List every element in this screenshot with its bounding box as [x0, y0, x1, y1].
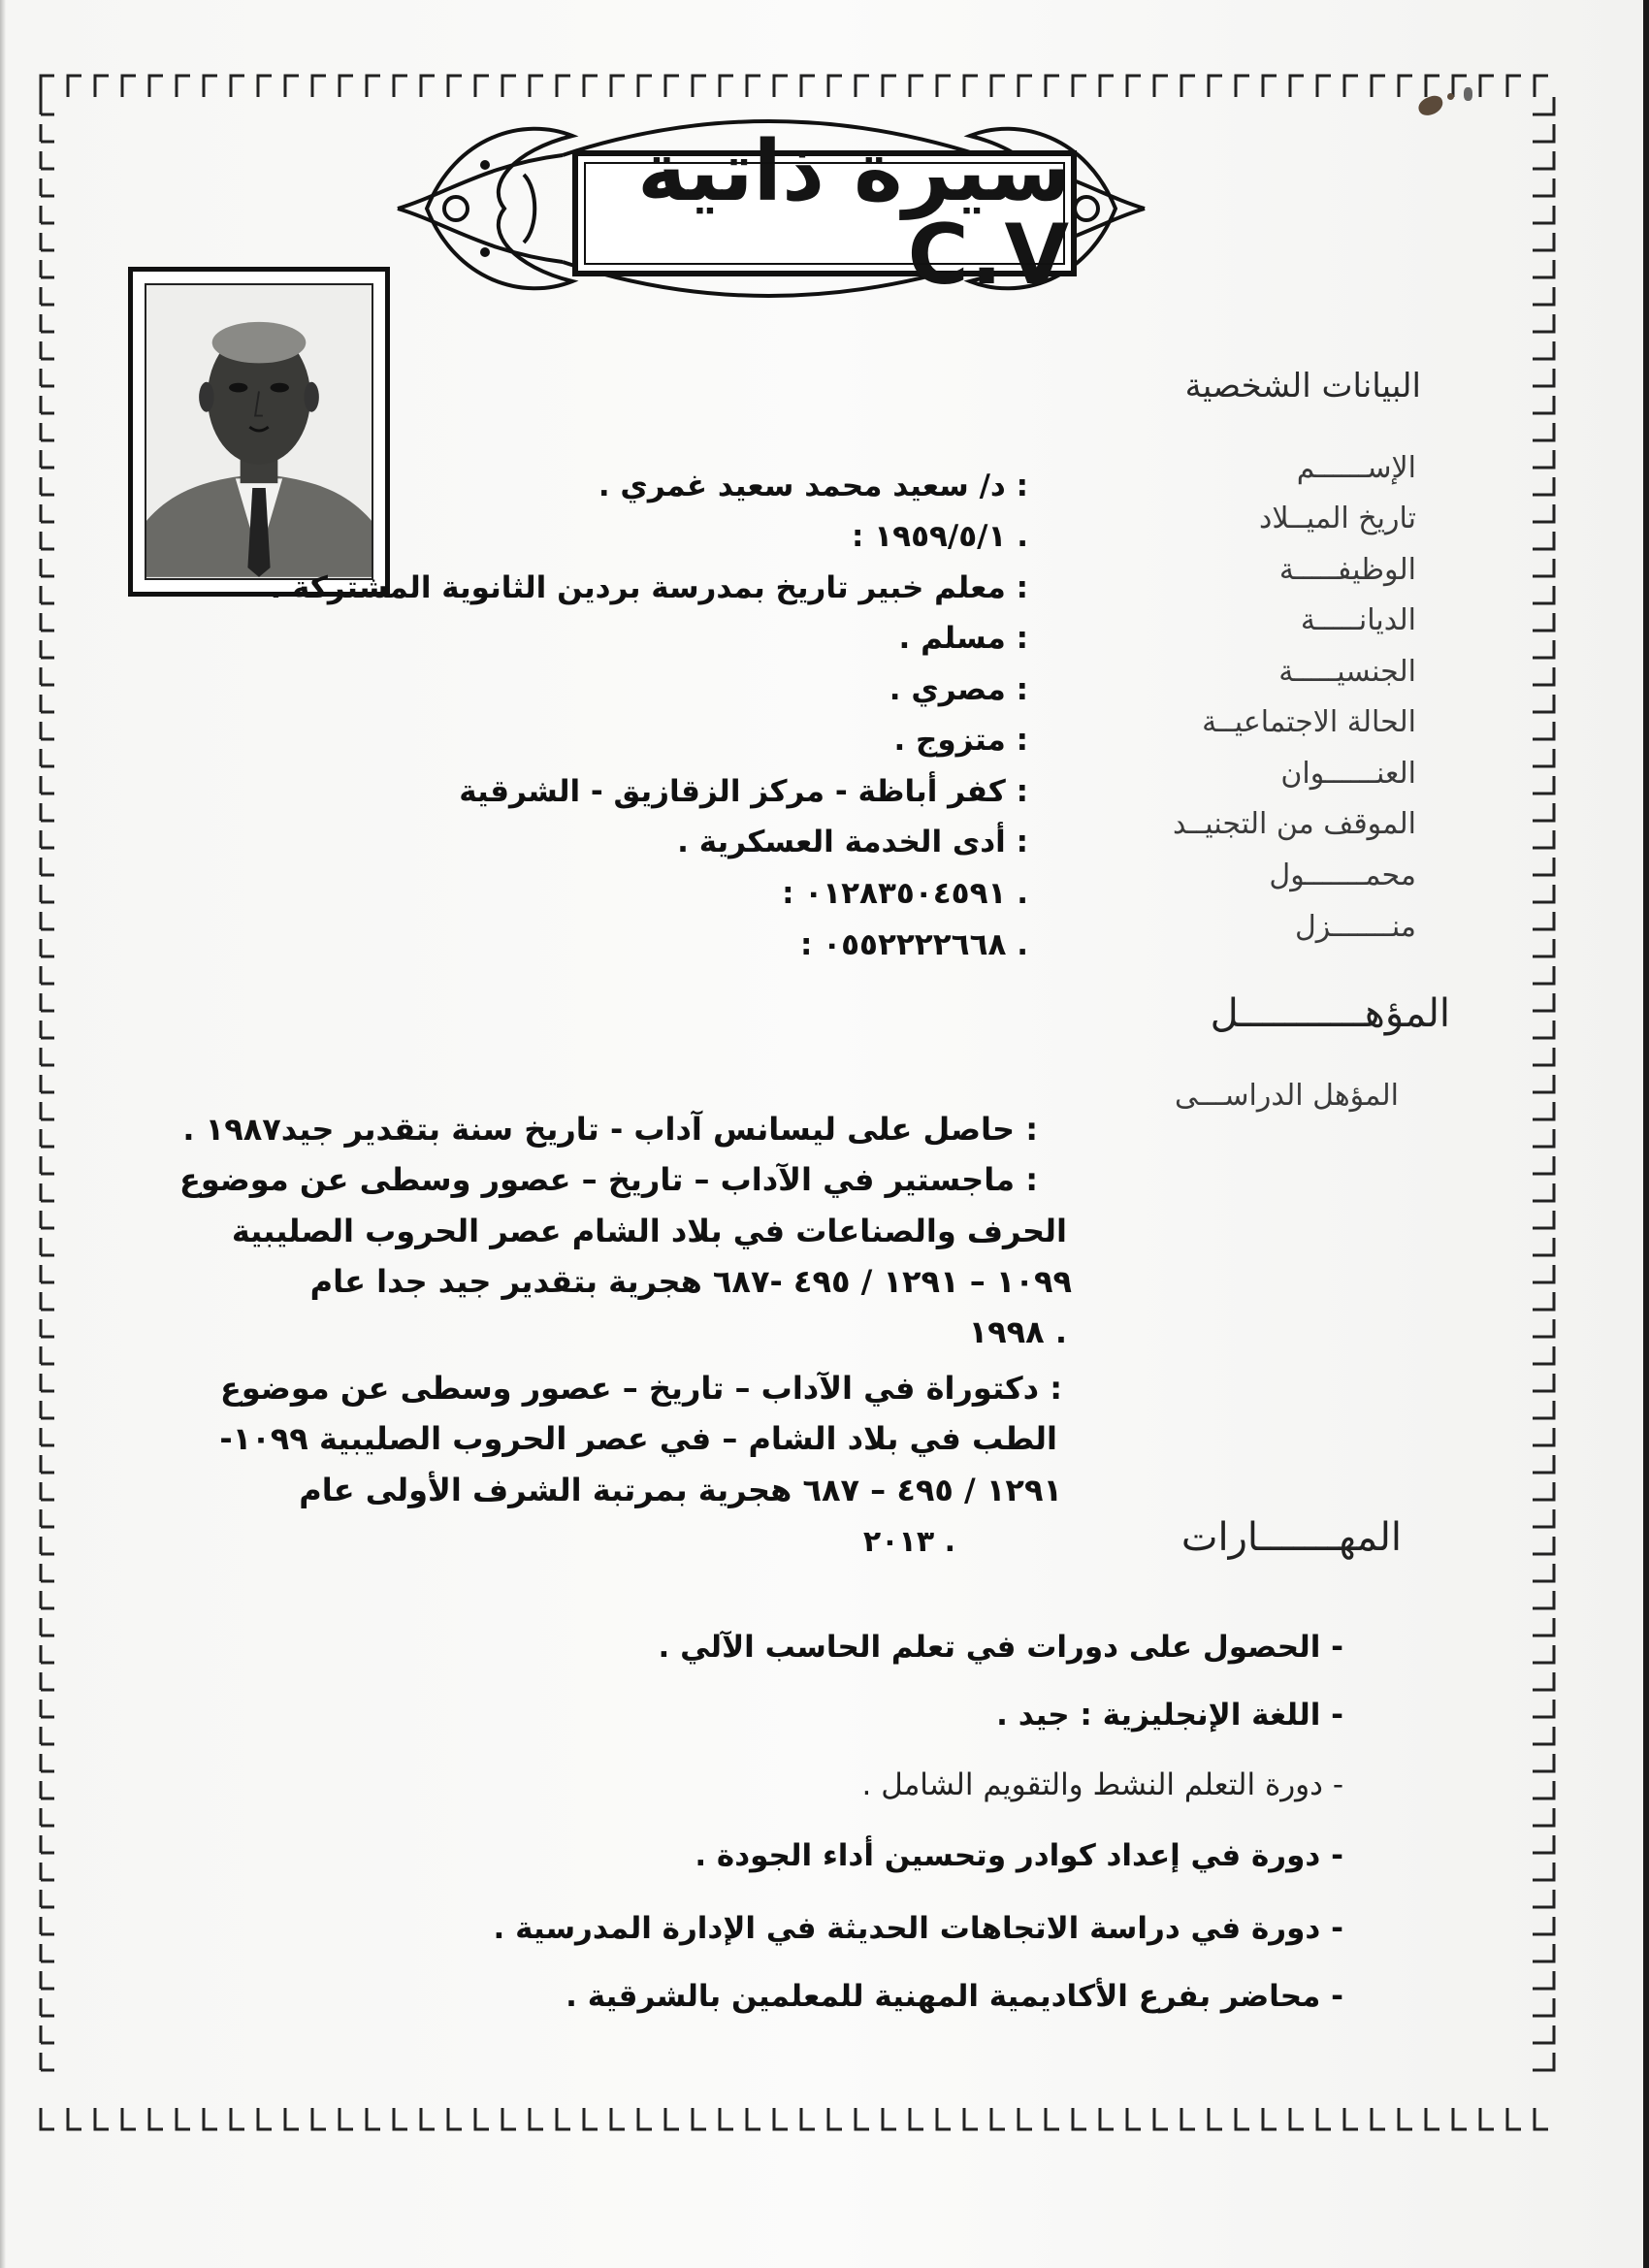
field-label: الجنسيـــــة: [1278, 655, 1416, 689]
portrait-icon: [146, 285, 372, 578]
qualification-line: : حاصل على ليسانس آداب - تاريخ سنة بتقدير جيد١٩٨٧ .: [182, 1111, 1038, 1148]
field-value: : كفر أباظة - مركز الزقازيق - الشرقية: [459, 774, 1028, 809]
field-label: الديانـــــة: [1300, 603, 1416, 637]
ink-spot: [1447, 93, 1454, 100]
qualification-line: ١٢٩١ / ٤٩٥ – ٦٨٧ هجرية بمرتبة الشرف الأولى عام: [299, 1472, 1062, 1508]
field-label: الوظيفـــــة: [1278, 553, 1416, 587]
qualification-line: الطب في بلاد الشام – في عصر الحروب الصليبية ١٠٩٩-: [219, 1420, 1057, 1457]
page-title: سيرة ذاتية C.V: [636, 123, 1071, 304]
profile-photo-frame: [128, 267, 390, 597]
field-label: الحالة الاجتماعيــة: [1202, 705, 1416, 739]
qualification-label: المؤهل الدراســـى: [1175, 1079, 1399, 1113]
skill-item: - الحصول على دورات في تعلم الحاسب الآلي .: [658, 1630, 1343, 1665]
field-value: : ١٩٥٩/٥/١ .: [852, 519, 1028, 554]
skill-item: - دورة في إعداد كوادر وتحسين أداء الجودة .: [695, 1838, 1343, 1873]
skill-item: - محاضر بفرع الأكاديمية المهنية للمعلمين بالشرقية .: [566, 1979, 1343, 2014]
title-box: [572, 123, 1077, 304]
skill-item: - دورة التعلم النشط والتقويم الشامل .: [861, 1767, 1343, 1802]
field-value: : ٠٥٥٢٢٢٢٦٦٨ .: [800, 927, 1028, 962]
field-label: محمـــــــول: [1269, 859, 1416, 892]
field-label: تاريخ الميــلاد: [1259, 502, 1416, 535]
field-value: : ٠١٢٨٣٥٠٤٥٩١ .: [782, 876, 1028, 911]
qualification-line: ١٩٩٨ .: [968, 1313, 1067, 1350]
ink-spot: [1464, 87, 1472, 101]
skills-section-title: المهـــــــارات: [1180, 1515, 1402, 1560]
field-label: الموقف من التجنيــد: [1172, 807, 1416, 841]
field-value: : د/ سعيد محمد سعيد غمري .: [598, 469, 1028, 503]
field-value: : مسلم .: [898, 621, 1028, 656]
personal-section-title: البيانات الشخصية: [1184, 367, 1421, 405]
profile-photo: [145, 283, 373, 580]
qualification-year: ٢٠١٣ .: [862, 1525, 955, 1559]
qualification-line: : ماجستير في الآداب – تاريخ – عصور وسطى عن موضوع: [178, 1161, 1038, 1198]
field-label: الإســــــم: [1296, 451, 1416, 485]
field-label: العنــــــوان: [1280, 757, 1416, 791]
qualification-line: الحرف والصناعات في بلاد الشام عصر الحروب الصليبية: [231, 1213, 1067, 1249]
skill-item: - اللغة الإنجليزية : جيد .: [996, 1698, 1343, 1733]
field-value: : متزوج .: [893, 723, 1028, 758]
field-value: : معلم خبير تاريخ بمدرسة بردين الثانوية المشتركة .: [270, 570, 1028, 605]
qualification-section-title: المؤهـــــــــــل: [1210, 991, 1450, 1036]
qualification-line: ١٠٩٩ – ١٢٩١ / ٤٩٥ -٦٨٧ هجرية بتقدير جيد جدا عام: [309, 1263, 1072, 1300]
field-label: منـــــــزل: [1295, 910, 1416, 944]
qualification-line: : دكتوراة في الآداب – تاريخ – عصور وسطى عن موضوع: [220, 1370, 1062, 1407]
field-value: : مصري .: [889, 672, 1028, 707]
field-value: : أدى الخدمة العسكرية .: [677, 825, 1028, 859]
skill-item: - دورة في دراسة الاتجاهات الحديثة في الإدارة المدرسية .: [493, 1911, 1343, 1946]
